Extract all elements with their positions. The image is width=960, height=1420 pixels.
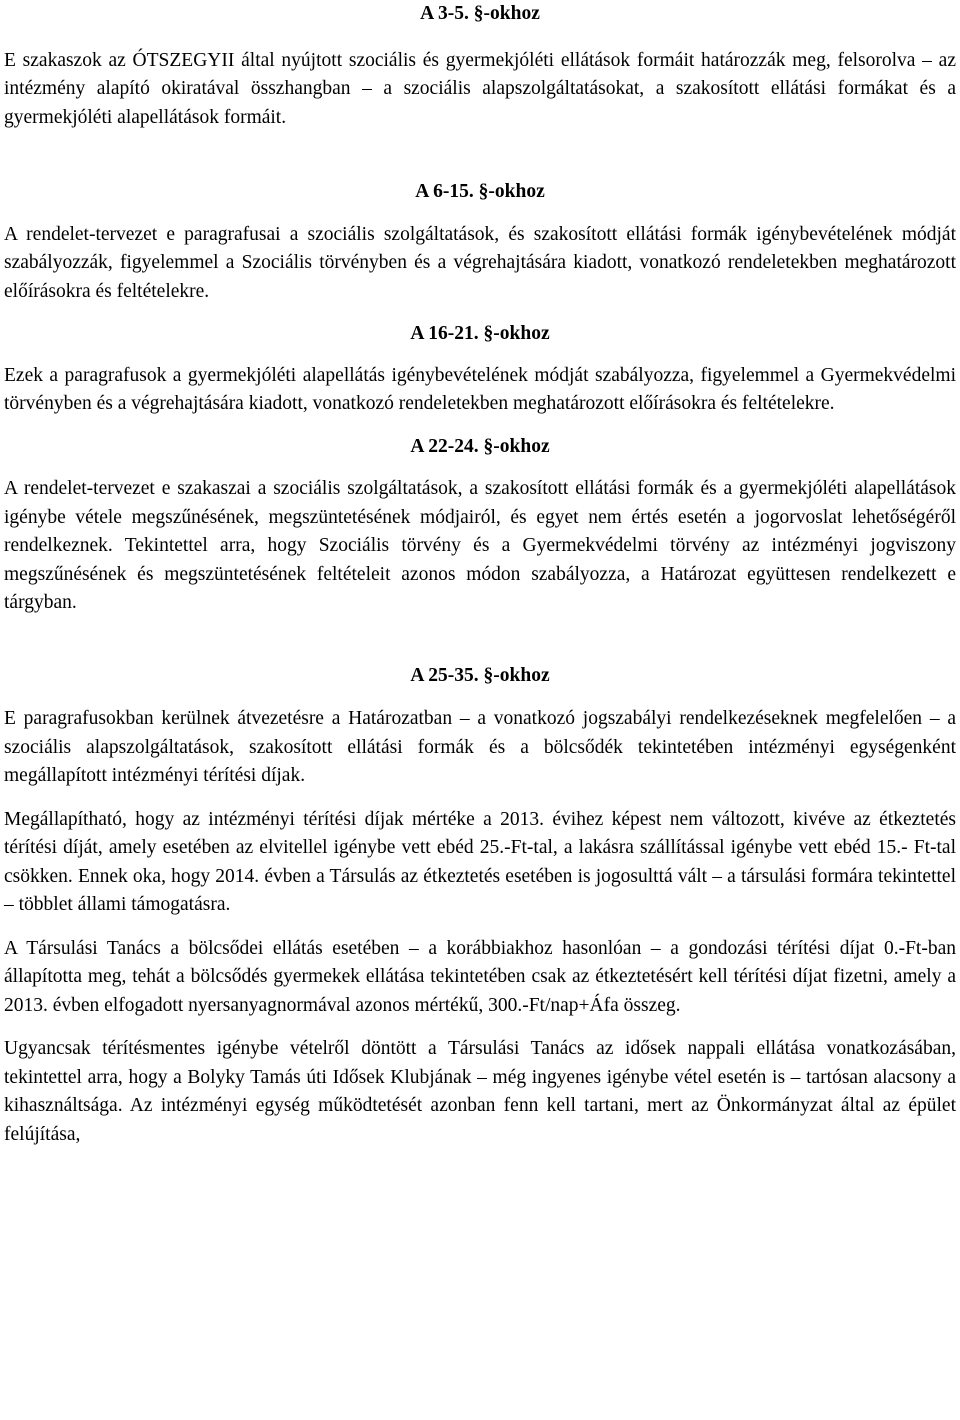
section-paragraph: Ugyancsak térítésmentes igénybe vételről döntött a Társulási Tanács az idősek nappali ellátása vonatkozásában, tekintettel arra, hogy a Bolyky Tamás úti Idősek Klubjának – még ingyenes igénybe vétel esetén is – tartósan alacsony a kihasználtsága. Az intézményi egység működtetését azonban fenn kell tartani, mert az Önkormányzat által az épület felújítása, — [4, 1038, 956, 1145]
section-paragraph: E paragrafusokban kerülnek átvezetésre a Határozatban – a vonatkozó jogszabályi rendelkezéseknek megfelelően – a szociális alapszolgáltatások, szakosított ellátási formák és a bölcsődék tekintetében intézményi egységenként megállapított intézményi térítési díjak. — [4, 708, 956, 786]
section-heading-3-5: A 3-5. §-okhoz — [420, 3, 540, 24]
section-paragraph: A Társulási Tanács a bölcsődei ellátás esetében – a korábbiakhoz hasonlóan – a gondozási térítési díjat 0.-Ft-ban állapította meg, tehát a bölcsődés gyermekek ellátása tekintetében csak az étkeztetésért kell térítési díjat fizetni, amely a 2013. évben elfogadott nyersanyagnormával azonos mértékű, 300.-Ft/nap+Áfa összeg. — [4, 937, 956, 1016]
section-heading-25-35: A 25-35. §-okhoz — [410, 664, 550, 686]
section-heading-16-21: A 16-21. §-okhoz — [410, 323, 550, 344]
section-paragraph: E szakaszok az ÓTSZEGYII által nyújtott szociális és gyermekjóléti ellátások formáit határozzák meg, felsorolva – az intézmény alapító okiratával összhangban – a szociális alapszolgáltatásokat, a szakosított ellátási formákat és a gyermekjóléti alapellátások formáit. — [4, 49, 956, 128]
section-paragraph: Ezek a paragrafusok a gyermekjóléti alapellátás igénybevételének módját szabályozza, figyelemmel a Gyermekvédelmi törvényben és a végrehajtására kiadott, vonatkozó rendeletekben meghatározott előírásokra és feltételekre. — [4, 364, 956, 414]
section-heading-22-24: A 22-24. §-okhoz — [410, 435, 550, 457]
section-heading-6-15: A 6-15. §-okhoz — [415, 181, 545, 202]
section-paragraph: Megállapítható, hogy az intézményi térítési díjak mértéke a 2013. évihez képest nem változott, kivéve az étkeztetés térítési díját, amely esetében az elvitellel igénybe vett ebéd 25.-Ft-tal, a lakásra szállítással igénybe vett ebéd 15.- Ft-tal csökken. Ennek oka, hogy 2014. évben a Társulás az étkeztetés esetében is jogosulttá vált – a társulási formára tekintettel – többlet állami támogatásra. — [4, 808, 956, 915]
section-paragraph: A rendelet-tervezet e szakaszai a szociális szolgáltatások, a szakosított ellátási formák és a gyermekjóléti alapellátások igénybe vétele megszűnésének, megszüntetésének módjairól, és egyet nem értés esetén a jogorvoslat lehetőségéről rendelkeznek. Tekintettel arra, hogy Szociális törvény és a Gyermekvédelmi törvény az intézményi jogviszony megszűnésének és megszüntetésének feltételeit azonos módon szabályozza, a Határozat együttesen rendelkezett e tárgyban. — [4, 478, 956, 613]
section-paragraph: A rendelet-tervezet e paragrafusai a szociális szolgáltatások, és szakosított ellátási formák igénybevételének módját szabályozzák, figyelemmel a Szociális törvényben és a végrehajtására kiadott, vonatkozó rendeletekben meghatározott előírásokra és feltételekre. — [4, 223, 956, 302]
